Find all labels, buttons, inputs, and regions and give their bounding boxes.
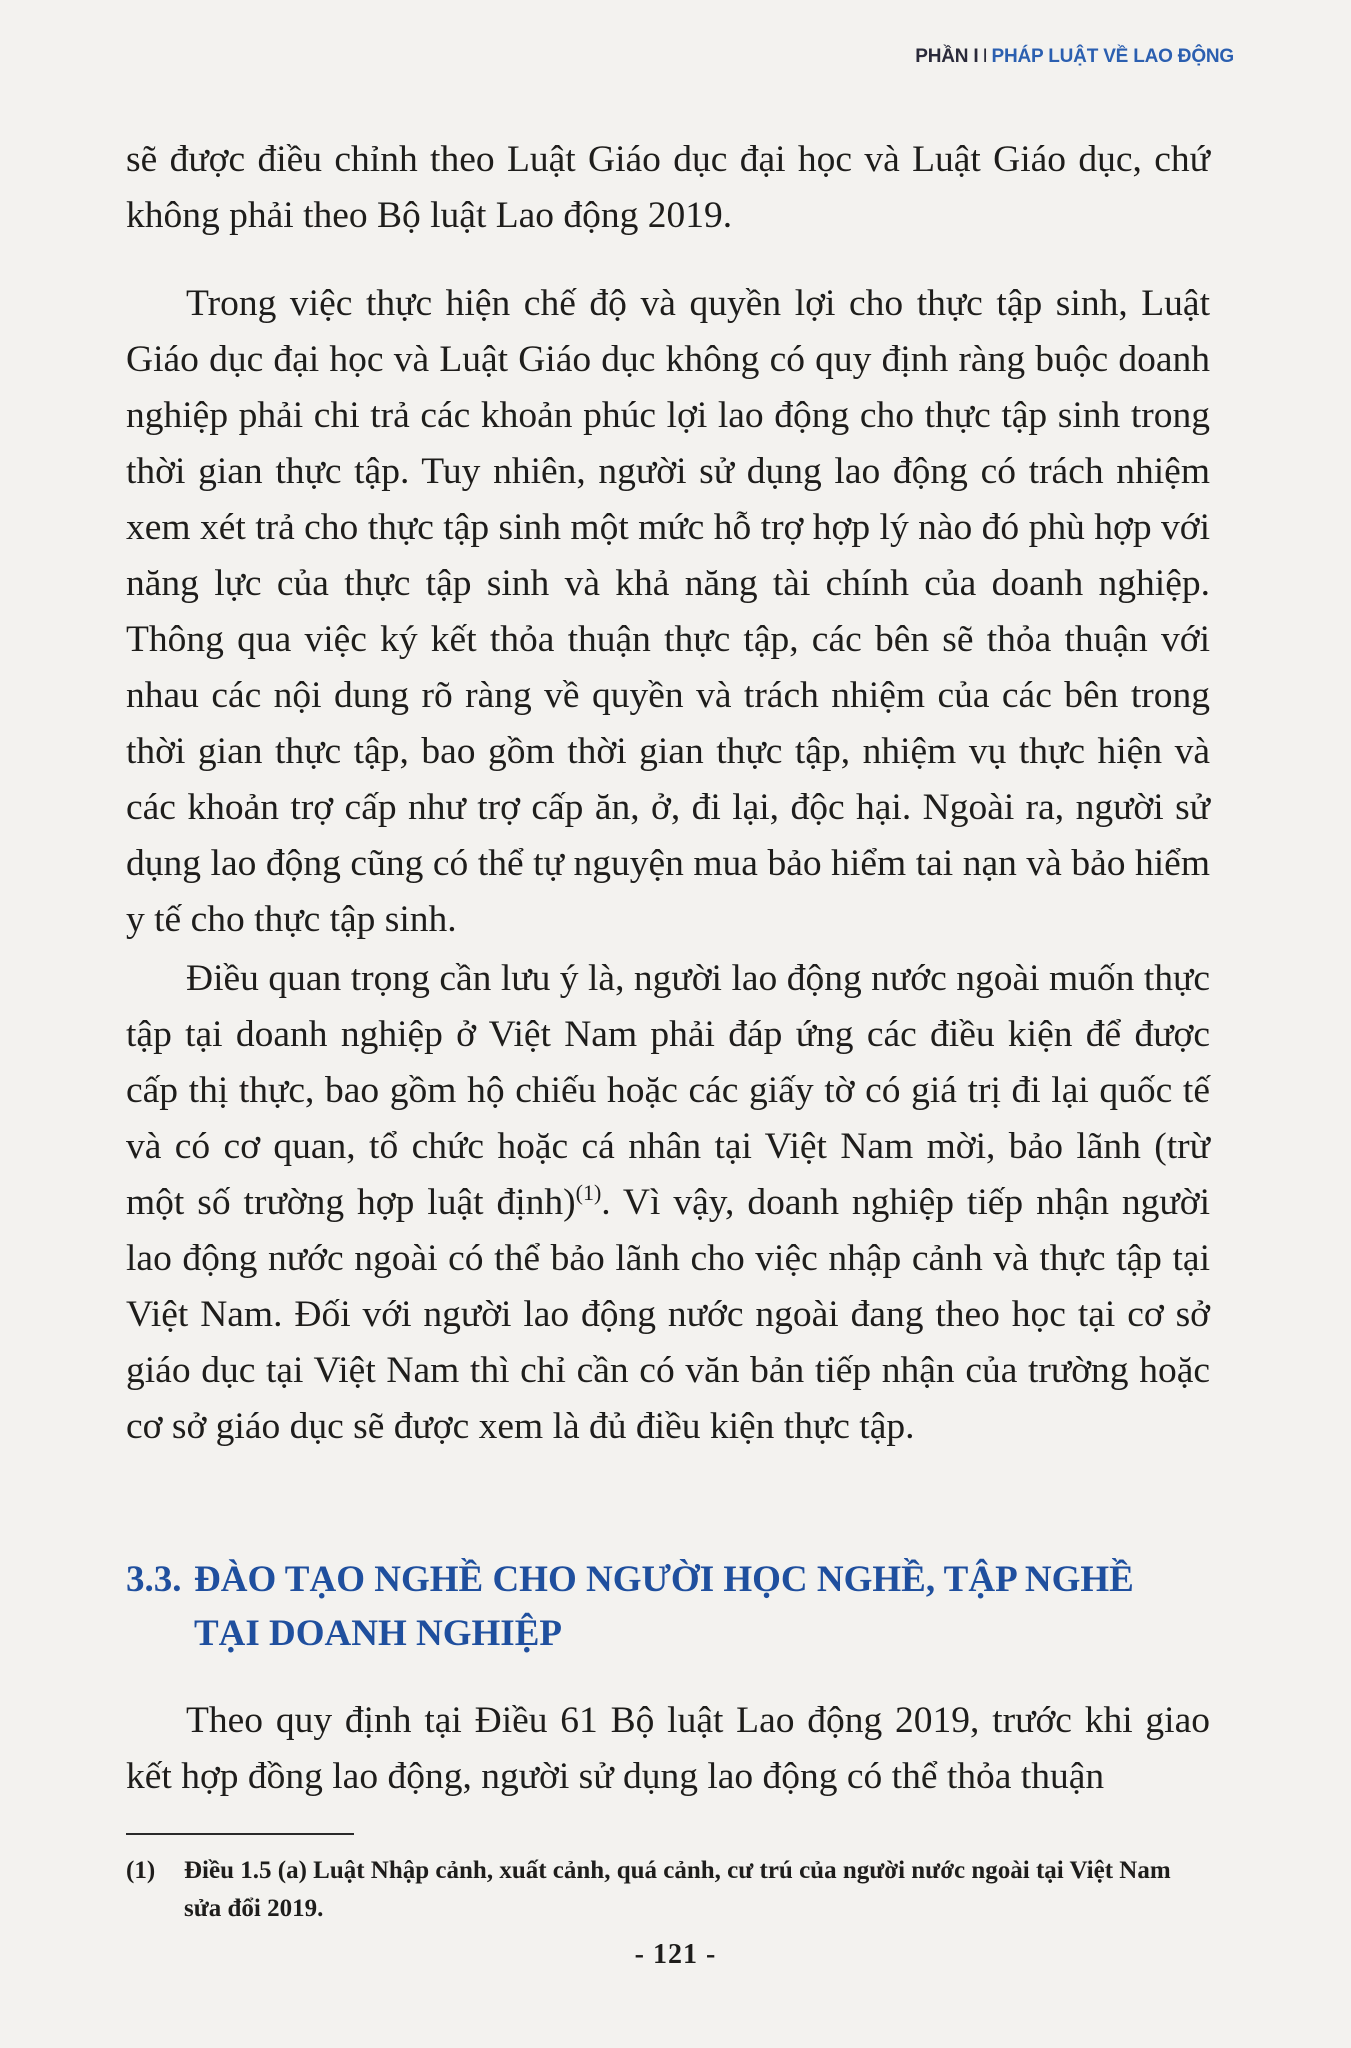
paragraph-4: Theo quy định tại Điều 61 Bộ luật Lao động 2019, trước khi giao kết hợp đồng lao động, người sử dụng lao động có thể thỏa thuận bbox=[126, 1700, 1210, 1797]
paragraph-block-4 bbox=[126, 1693, 1210, 1805]
section-number: 3.3. bbox=[126, 1559, 182, 1600]
paragraph-3-part-a: Điều quan trọng cần lưu ý là, người lao động nước ngoài muốn thực tập tại doanh nghiệp ở Việt Nam phải đáp ứng các điều kiện để được cấp thị thực, bao gồm hộ chiếu hoặc các giấy tờ có giá trị đi lại quốc tế và có cơ quan, tổ chức hoặc cá nhân tại Việt Nam mời, bảo lãnh (trừ một số trường hợp luật định) bbox=[126, 958, 1210, 1223]
paragraph-block-2 bbox=[126, 276, 1210, 948]
paragraph-2: Trong việc thực hiện chế độ và quyền lợi cho thực tập sinh, Luật Giáo dục đại học và Luật Giáo dục không có quy định ràng buộc doanh nghiệp phải chi trả các khoản phúc lợi lao động cho thực tập sinh trong thời gian thực tập. Tuy nhiên, người sử dụng lao động có trách nhiệm xem xét trả cho thực tập sinh một mức hỗ trợ hợp lý nào đó phù hợp với năng lực của thực tập sinh và khả năng tài chính của doanh nghiệp. Thông qua việc ký kết thỏa thuận thực tập, các bên sẽ thỏa thuận với nhau các nội dung rõ ràng về quyền và trách nhiệm của các bên trong thời gian thực tập, bao gồm thời gian thực tập, nhiệm vụ thực hiện và các khoản trợ cấp như trợ cấp ăn, ở, đi lại, độc hại. Ngoài ra, người sử dụng lao động cũng có thể tự nguyện mua bảo hiểm tai nạn và bảo hiểm y tế cho thực tập sinh. bbox=[126, 283, 1210, 940]
running-header-separator: I bbox=[982, 46, 988, 67]
footnote-divider bbox=[126, 1833, 354, 1835]
footnote-reference: (1) bbox=[575, 1180, 602, 1205]
paragraph-3 bbox=[126, 951, 1210, 1455]
paragraph-block-3 bbox=[126, 951, 1210, 1455]
footnote-marker: (1) bbox=[126, 1857, 156, 1884]
paragraph-1: sẽ được điều chỉnh theo Luật Giáo dục đại học và Luật Giáo dục, chứ không phải theo Bộ luật Lao động 2019. bbox=[126, 139, 1210, 236]
page-number: - 121 - bbox=[634, 1939, 717, 1970]
section-title-line-1: ĐÀO TẠO NGHỀ CHO NGƯỜI HỌC NGHỀ, TẬP NGHỀ bbox=[194, 1559, 1134, 1600]
running-header-section: PHÁP LUẬT VỀ LAO ĐỘNG bbox=[991, 46, 1234, 67]
running-header-part: PHẦN I bbox=[915, 46, 979, 67]
running-header bbox=[915, 46, 1234, 68]
paragraph-continued bbox=[126, 132, 1210, 244]
footnote bbox=[126, 1852, 1210, 1928]
section-heading bbox=[126, 1553, 1210, 1661]
paragraph-3-part-b: . Vì vậy, doanh nghiệp tiếp nhận người lao động nước ngoài có thể bảo lãnh cho việc nhập cảnh và thực tập tại Việt Nam. Đối với người lao động nước ngoài đang theo học tại cơ sở giáo dục tại Việt Nam thì chỉ cần có văn bản tiếp nhận của trường hoặc cơ sở giáo dục sẽ được xem là đủ điều kiện thực tập. bbox=[126, 1182, 1210, 1447]
section-title-line-2: TẠI DOANH NGHIỆP bbox=[194, 1613, 562, 1654]
footnote-text: Điều 1.5 (a) Luật Nhập cảnh, xuất cảnh, quá cảnh, cư trú của người nước ngoài tại Việt Nam sửa đổi 2019. bbox=[184, 1857, 1171, 1922]
